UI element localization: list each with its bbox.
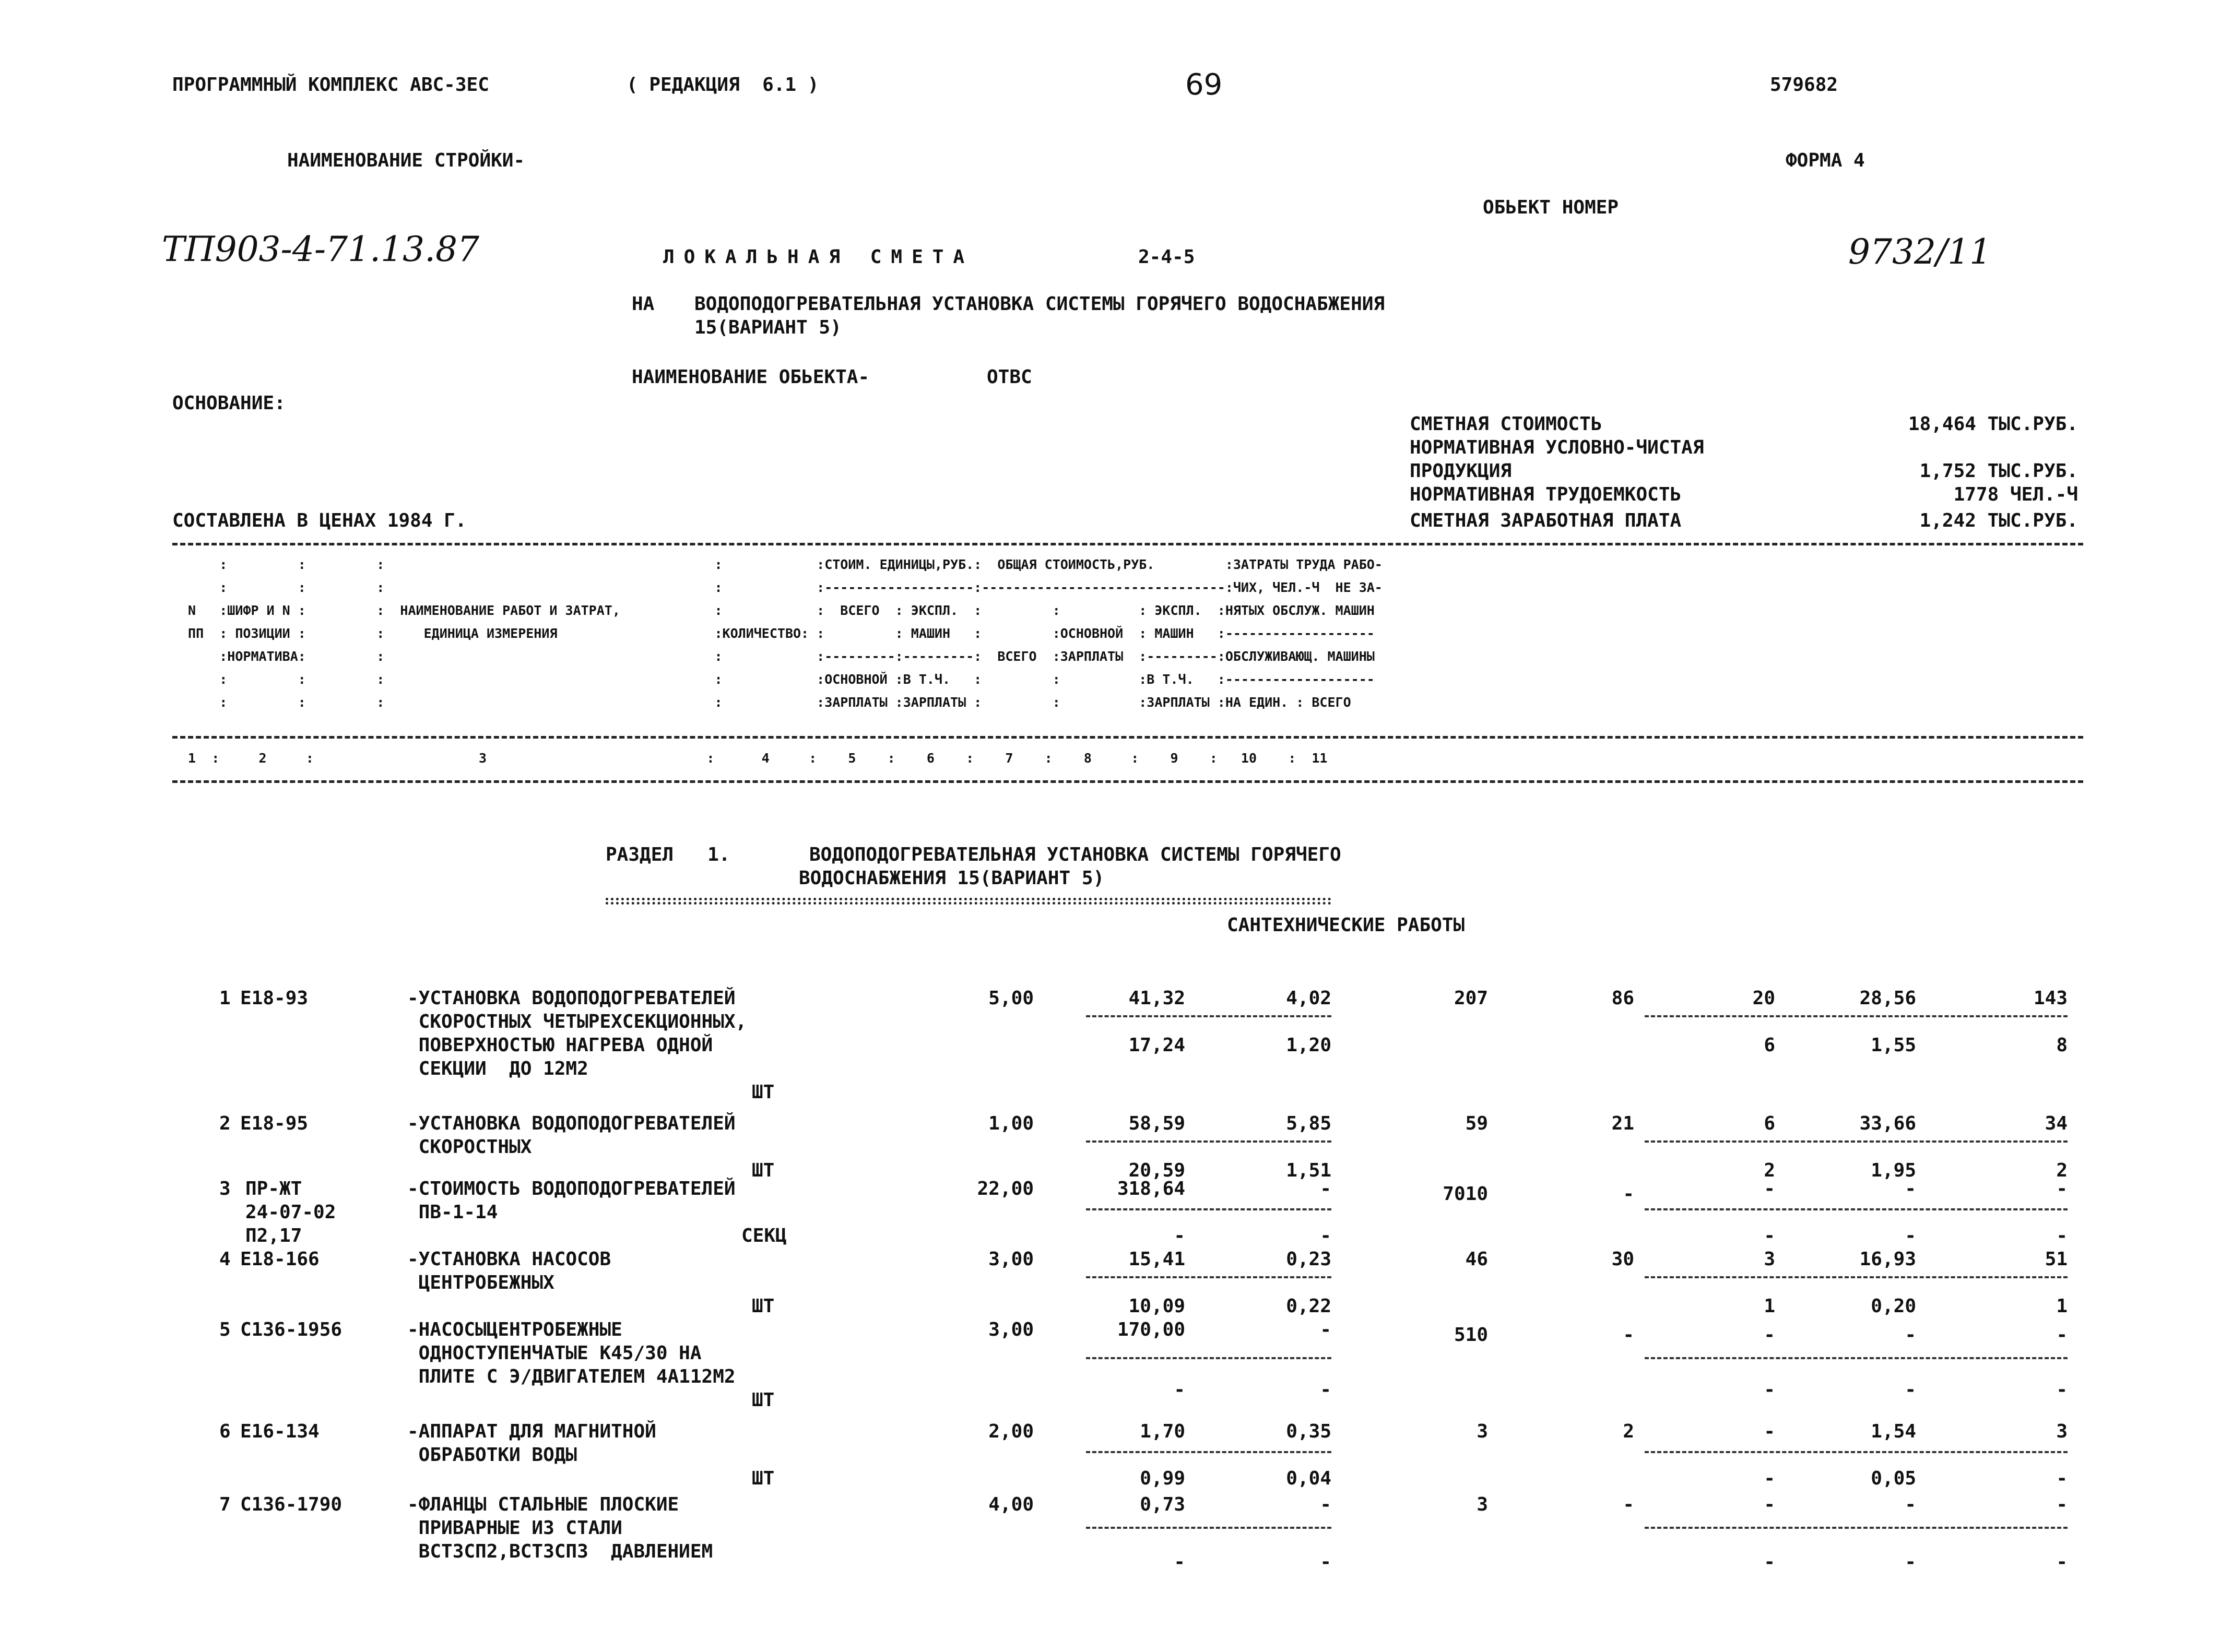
row-labor-total: -: [2056, 1494, 2068, 1515]
row-unit: ШТ: [752, 1160, 775, 1181]
row-code: Е18-93: [240, 988, 309, 1009]
row-separator: [1645, 1357, 2068, 1359]
summary-label-4: СМЕТНАЯ ЗАРАБОТНАЯ ПЛАТА: [1410, 510, 1682, 531]
row-machine-labor-total: 1: [2056, 1296, 2068, 1317]
row-total: 46: [1465, 1249, 1488, 1270]
row-machine-labor-total: -: [2056, 1379, 2068, 1400]
row-unit: ШТ: [752, 1296, 775, 1317]
row-name-line: СКОРОСТНЫХ: [407, 1136, 532, 1158]
row-labor-unit: 33,66: [1859, 1113, 1916, 1134]
row-total-wage: -: [1623, 1494, 1634, 1515]
row-code: Е16-134: [240, 1421, 320, 1442]
row-separator: [1086, 1527, 1331, 1529]
row-code: Е18-166: [240, 1249, 320, 1270]
row-number: 5: [219, 1319, 231, 1340]
row-separator: [1086, 1015, 1331, 1017]
row-name-line: -АППАРАТ ДЛЯ МАГНИТНОЙ: [407, 1421, 656, 1442]
row-total: 3: [1477, 1494, 1488, 1515]
row-unit-wage: 10,09: [1128, 1296, 1185, 1317]
row-name-line: ПЛИТЕ С Э/ДВИГАТЕЛЕМ 4А112М2: [407, 1366, 736, 1387]
row-number: 2: [219, 1113, 231, 1134]
header-line-4: :НОРМАТИВА: : : :---------:---------: ВСЕГО :ЗАРПЛАТЫ :---------:ОБСЛУЖИВАЮЩ. МАШИНЫ: [180, 649, 1375, 664]
row-unit-machines: 0,35: [1286, 1421, 1331, 1442]
prices-label: СОСТАВЛЕНА В ЦЕНАХ 1984 Г.: [172, 510, 467, 531]
row-unit-wage: -: [1174, 1225, 1185, 1246]
row-labor-unit: 28,56: [1859, 988, 1916, 1009]
construction-name-label: НАИМЕНОВАНИЕ СТРОЙКИ-: [287, 150, 525, 171]
summary-value-0: 18,464 ТЫС.РУБ.: [1908, 413, 2078, 435]
row-total-machine-wage: 1: [1764, 1296, 1775, 1317]
row-separator: [1645, 1276, 2068, 1278]
edition-label: ( РЕДАКЦИЯ 6.1 ): [627, 74, 819, 96]
row-machine-labor-total: 2: [2056, 1160, 2068, 1181]
row-machine-labor-unit: 1,95: [1871, 1160, 1916, 1181]
summary-label-0: СМЕТНАЯ СТОИМОСТЬ: [1410, 413, 1602, 435]
row-total-machine-wage: -: [1764, 1551, 1775, 1573]
column-numbers: 1 : 2 : 3 : 4 : 5 : 6 : 7 : 8 : 9 : 10 : 11: [180, 751, 1328, 766]
row-total-machines: -: [1764, 1421, 1775, 1442]
row-unit-machines: -: [1320, 1494, 1331, 1515]
program-name: ПРОГРАММНЫЙ КОМПЛЕКС АВС-3ЕС: [172, 74, 489, 96]
row-separator: [1086, 1451, 1331, 1453]
row-total-wage: -: [1623, 1324, 1634, 1346]
row-separator: [1086, 1276, 1331, 1278]
summary-label-2: ПРОДУКЦИЯ: [1410, 460, 1512, 482]
section-title-line-1: ВОДОПОДОГРЕВАТЕЛЬНАЯ УСТАНОВКА СИСТЕМЫ ГОРЯЧЕГО: [809, 844, 1341, 865]
row-quantity: 1,00: [988, 1113, 1034, 1134]
document-code: 579682: [1770, 74, 1838, 96]
row-unit-machine-wage: -: [1320, 1379, 1331, 1400]
row-labor-total: 3: [2056, 1421, 2068, 1442]
row-unit: ШТ: [752, 1389, 775, 1411]
row-unit-wage: 20,59: [1128, 1160, 1185, 1181]
row-separator: [1645, 1527, 2068, 1529]
row-labor-total: -: [2056, 1178, 2068, 1199]
row-labor-unit: -: [1905, 1324, 1916, 1346]
row-labor-total: 51: [2045, 1249, 2068, 1270]
row-total-machines: -: [1764, 1324, 1775, 1346]
row-machine-labor-unit: -: [1905, 1379, 1916, 1400]
section-double-rule-2: [606, 902, 1331, 905]
row-machine-labor-total: -: [2056, 1468, 2068, 1489]
summary-label-3: НОРМАТИВНАЯ ТРУДОЕМКОСТЬ: [1410, 484, 1682, 505]
row-unit-wage: 17,24: [1128, 1035, 1185, 1056]
row-unit-total: 41,32: [1128, 988, 1185, 1009]
row-machine-labor-unit: -: [1905, 1551, 1916, 1573]
section-label: РАЗДЕЛ 1.: [606, 844, 730, 865]
row-total: 510: [1454, 1324, 1488, 1346]
row-separator: [1086, 1208, 1331, 1210]
section-title-line-2: ВОДОСНАБЖЕНИЯ 15(ВАРИАНТ 5): [799, 867, 1105, 889]
row-labor-unit: -: [1905, 1494, 1916, 1515]
object-name-label: НАИМЕНОВАНИЕ ОБЬЕКТА-: [632, 366, 870, 388]
summary-label-1: НОРМАТИВНАЯ УСЛОВНО-ЧИСТАЯ: [1410, 437, 1704, 458]
column-numbers-rule: [172, 780, 2083, 783]
row-unit: ШТ: [752, 1468, 775, 1489]
row-separator: [1645, 1015, 2068, 1017]
row-unit-machine-wage: 0,04: [1286, 1468, 1331, 1489]
row-name-line: ПОВЕРХНОСТЬЮ НАГРЕВА ОДНОЙ: [407, 1035, 713, 1056]
summary-value-2: 1,752 ТЫС.РУБ.: [1919, 460, 2078, 482]
row-name-line: ОДНОСТУПЕНЧАТЫЕ К45/30 НА: [407, 1342, 702, 1364]
row-total-machine-wage: 2: [1764, 1160, 1775, 1181]
row-name-line: -НАСОСЫЦЕНТРОБЕЖНЫЕ: [407, 1319, 622, 1340]
row-separator: [1645, 1208, 2068, 1210]
row-unit-machines: -: [1320, 1178, 1331, 1199]
row-total-wage: 86: [1611, 988, 1634, 1009]
object-number-label: ОБЬЕКТ НОМЕР: [1483, 197, 1619, 218]
row-unit-total: 318,64: [1117, 1178, 1185, 1199]
row-number: 1: [219, 988, 231, 1009]
row-name-line: ПВ-1-14: [407, 1202, 498, 1223]
row-unit-machines: 4,02: [1286, 988, 1331, 1009]
row-name-line: ОБРАБОТКИ ВОДЫ: [407, 1444, 577, 1466]
row-unit-machine-wage: -: [1320, 1225, 1331, 1246]
row-number: 4: [219, 1249, 231, 1270]
row-name-line: -УСТАНОВКА НАСОСОВ: [407, 1249, 611, 1270]
handwritten-number: 9732/11: [1848, 232, 1992, 272]
row-unit-machine-wage: 1,20: [1286, 1035, 1331, 1056]
row-name-line: -ФЛАНЦЫ СТАЛЬНЫЕ ПЛОСКИЕ: [407, 1494, 679, 1515]
row-unit-machine-wage: 0,22: [1286, 1296, 1331, 1317]
header-line-6: : : : : :ЗАРПЛАТЫ :ЗАРПЛАТЫ : : :ЗАРПЛАТЫ :НА ЕДИН. : ВСЕГО: [180, 695, 1351, 710]
row-quantity: 2,00: [988, 1421, 1034, 1442]
row-total-wage: 30: [1611, 1249, 1634, 1270]
row-separator: [1645, 1140, 2068, 1143]
header-line-0: : : : : :СТОИМ. ЕДИНИЦЫ,РУБ.: ОБЩАЯ СТОИМОСТЬ,РУБ. :ЗАТРАТЫ ТРУДА РАБО-: [180, 557, 1383, 572]
row-name-line: СКОРОСТНЫХ ЧЕТЫРЕХСЕКЦИОННЫХ,: [407, 1011, 747, 1032]
row-unit-wage: -: [1174, 1379, 1185, 1400]
row-labor-total: 34: [2045, 1113, 2068, 1134]
row-total-machines: 6: [1764, 1113, 1775, 1134]
row-code: С136-1790: [240, 1494, 343, 1515]
subject-line-1: ВОДОПОДОГРЕВАТЕЛЬНАЯ УСТАНОВКА СИСТЕМЫ ГОРЯЧЕГО ВОДОСНАБЖЕНИЯ: [694, 293, 1385, 315]
row-total-machine-wage: 6: [1764, 1035, 1775, 1056]
row-number: 6: [219, 1421, 231, 1442]
row-total-machines: -: [1764, 1178, 1775, 1199]
row-unit: СЕКЦ: [741, 1225, 787, 1246]
row-quantity: 3,00: [988, 1319, 1034, 1340]
object-name: ОТВС: [987, 366, 1032, 388]
row-name-line: ПРИВАРНЫЕ ИЗ СТАЛИ: [407, 1517, 622, 1539]
row-total: 59: [1465, 1113, 1488, 1134]
row-labor-unit: 1,54: [1871, 1421, 1916, 1442]
subsection-title: САНТЕХНИЧЕСКИЕ РАБОТЫ: [1227, 914, 1465, 936]
row-machine-labor-unit: -: [1905, 1225, 1916, 1246]
row-unit-wage: 0,99: [1140, 1468, 1185, 1489]
row-total-machine-wage: -: [1764, 1468, 1775, 1489]
row-unit-total: 1,70: [1140, 1421, 1185, 1442]
row-code: ПР-ЖТ: [245, 1178, 302, 1199]
row-unit-wage: -: [1174, 1551, 1185, 1573]
row-name-line: ЦЕНТРОБЕЖНЫХ: [407, 1272, 554, 1293]
row-code: П2,17: [245, 1225, 302, 1246]
row-name-line: -УСТАНОВКА ВОДОПОДОГРЕВАТЕЛЕЙ: [407, 988, 736, 1009]
row-unit: ШТ: [752, 1081, 775, 1103]
row-total: 207: [1454, 988, 1488, 1009]
row-total: 3: [1477, 1421, 1488, 1442]
row-total-wage: 2: [1623, 1421, 1634, 1442]
row-unit-machine-wage: 1,51: [1286, 1160, 1331, 1181]
header-bottom-rule: [172, 736, 2083, 739]
header-line-1: : : : : :-------------------:-------------------------------:ЧИХ, ЧЕЛ.-Ч НЕ ЗА-: [180, 580, 1383, 595]
row-separator: [1086, 1140, 1331, 1143]
estimate-title: ЛОКАЛЬНАЯ СМЕТА: [663, 246, 974, 268]
row-quantity: 22,00: [977, 1178, 1034, 1199]
basis-label: ОСНОВАНИЕ:: [172, 393, 286, 414]
row-unit-total: 15,41: [1128, 1249, 1185, 1270]
row-code: 24-07-02: [245, 1202, 336, 1223]
row-separator: [1086, 1357, 1331, 1359]
row-machine-labor-total: -: [2056, 1225, 2068, 1246]
subject-line-2: 15(ВАРИАНТ 5): [694, 317, 842, 338]
row-machine-labor-unit: 0,05: [1871, 1468, 1916, 1489]
row-labor-total: 143: [2033, 988, 2068, 1009]
form-label: ФОРМА 4: [1786, 150, 1865, 171]
row-total-wage: -: [1623, 1183, 1634, 1205]
header-line-2: N :ШИФР И N : : НАИМЕНОВАНИЕ РАБОТ И ЗАТРАТ, : : ВСЕГО : ЭКСПЛ. : : : ЭКСПЛ. :НЯТЫХ ОБСЛУЖ. МАШИН: [180, 603, 1375, 618]
handwritten-project-code: ТП903-4-71.13.87: [162, 229, 480, 269]
row-code: С136-1956: [240, 1319, 343, 1340]
row-unit-total: 0,73: [1140, 1494, 1185, 1515]
row-unit-machines: 0,23: [1286, 1249, 1331, 1270]
row-code: Е18-95: [240, 1113, 309, 1134]
row-name-line: -УСТАНОВКА ВОДОПОДОГРЕВАТЕЛЕЙ: [407, 1113, 736, 1134]
row-quantity: 5,00: [988, 988, 1034, 1009]
row-total-machine-wage: -: [1764, 1225, 1775, 1246]
row-unit-total: 170,00: [1117, 1319, 1185, 1340]
row-quantity: 3,00: [988, 1249, 1034, 1270]
row-unit-total: 58,59: [1128, 1113, 1185, 1134]
row-machine-labor-unit: 0,20: [1871, 1296, 1916, 1317]
row-unit-machine-wage: -: [1320, 1551, 1331, 1573]
row-separator: [1645, 1451, 2068, 1453]
row-total-wage: 21: [1611, 1113, 1634, 1134]
row-quantity: 4,00: [988, 1494, 1034, 1515]
summary-value-3: 1778 ЧЕЛ.-Ч: [1953, 484, 2078, 505]
row-total-machine-wage: -: [1764, 1379, 1775, 1400]
header-line-5: : : : : :ОСНОВНОЙ :В Т.Ч. : : :В Т.Ч. :-------------------: [180, 672, 1375, 687]
row-total-machines: 3: [1764, 1249, 1775, 1270]
row-number: 7: [219, 1494, 231, 1515]
section-double-rule: [606, 898, 1331, 900]
row-total-machines: 20: [1752, 988, 1775, 1009]
row-machine-labor-total: -: [2056, 1551, 2068, 1573]
row-name-line: СЕКЦИИ ДО 12М2: [407, 1058, 588, 1079]
row-unit-machines: -: [1320, 1319, 1331, 1340]
row-unit-machines: 5,85: [1286, 1113, 1331, 1134]
row-labor-unit: 16,93: [1859, 1249, 1916, 1270]
table-top-rule: [172, 543, 2083, 545]
on-label: НА: [632, 293, 655, 315]
header-line-3: ПП : ПОЗИЦИИ : : ЕДИНИЦА ИЗМЕРЕНИЯ :КОЛИЧЕСТВО: : : МАШИН : :ОСНОВНОЙ : МАШИН :-------------------: [180, 626, 1375, 641]
row-total: 7010: [1443, 1183, 1488, 1205]
row-total-machines: -: [1764, 1494, 1775, 1515]
summary-value-4: 1,242 ТЫС.РУБ.: [1919, 510, 2078, 531]
estimate-number: 2-4-5: [1138, 246, 1195, 268]
row-name-line: ВСТ3СП2,ВСТ3СП3 ДАВЛЕНИЕМ: [407, 1541, 713, 1562]
page-number: 69: [1185, 68, 1223, 102]
row-number: 3: [219, 1178, 231, 1199]
row-machine-labor-unit: 1,55: [1871, 1035, 1916, 1056]
row-machine-labor-total: 8: [2056, 1035, 2068, 1056]
row-labor-total: -: [2056, 1324, 2068, 1346]
row-name-line: -СТОИМОСТЬ ВОДОПОДОГРЕВАТЕЛЕЙ: [407, 1178, 736, 1199]
row-labor-unit: -: [1905, 1178, 1916, 1199]
